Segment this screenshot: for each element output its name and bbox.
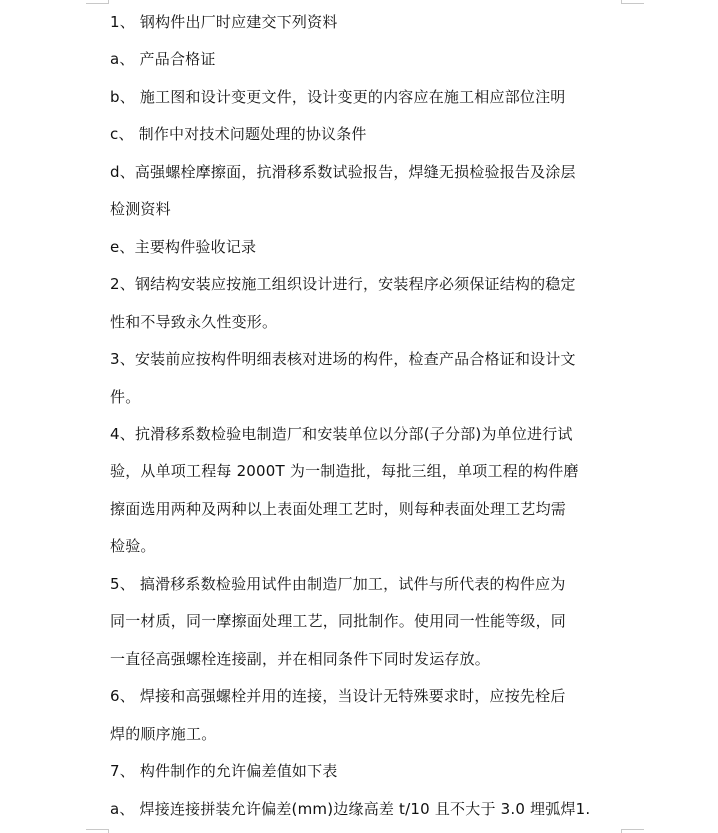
text-line: 3、安装前应按构件明细表核对进场的构件，检查产品合格证和设计文 [110,350,576,368]
text-line: d、高强螺栓摩擦面，抗滑移系数试验报告，焊缝无损检验报告及涂层 [110,163,576,181]
text-line: a、 产品合格证 [110,50,216,68]
crop-mark-bottom-right [622,829,644,830]
crop-mark-top-left [86,3,108,4]
crop-mark-bottom-left [86,829,108,830]
text-line: 检测资料 [110,200,171,218]
text-line: 2、钢结构安装应按施工组织设计进行，安装程序必须保证结构的稳定 [110,275,576,293]
text-line: 焊的顺序施工。 [110,725,217,743]
text-line: 7、 构件制作的允许偏差值如下表 [110,762,338,780]
text-line: a、 焊接连接拼装允许偏差(mm)边缘高差 t/10 且不大于 3.0 埋弧焊1. [110,800,591,818]
text-line: e、主要构件验收记录 [110,238,257,256]
text-line: 1、 钢构件出厂时应建交下列资料 [110,13,338,31]
text-line: c、 制作中对技术问题处理的协议条件 [110,125,367,143]
text-line: 件。 [110,388,141,406]
text-line: b、 施工图和设计变更文件，设计变更的内容应在施工相应部位注明 [110,88,566,106]
crop-mark-top-right [622,3,644,4]
text-line: 同一材质，同一摩擦面处理工艺，同批制作。使用同一性能等级，同 [110,612,567,630]
text-line: 一直径高强螺栓连接副，并在相同条件下同时发运存放。 [110,650,491,668]
text-line: 验，从单项工程每 2000T 为一制造批，每批三组，单项工程的构件磨 [110,462,579,480]
crop-mark-bottom-left-v [108,829,109,833]
crop-mark-bottom-right-v [621,829,622,833]
crop-mark-top-left-v [108,0,109,4]
text-line: 5、 搞滑移系数检验用试件由制造厂加工，试件与所代表的构件应为 [110,575,566,593]
text-line: 性和不导致永久性变形。 [110,313,278,331]
text-line: 检验。 [110,537,156,555]
text-line: 6、 焊接和高强螺栓并用的连接，当设计无特殊要求时，应按先栓后 [110,687,566,705]
crop-mark-top-right-v [621,0,622,4]
text-line: 4、抗滑移系数检验电制造厂和安装单位以分部(子分部)为单位进行试 [110,425,573,443]
text-line: 擦面选用两种及两种以上表面处理工艺时，则每种表面处理工艺均需 [110,500,567,518]
